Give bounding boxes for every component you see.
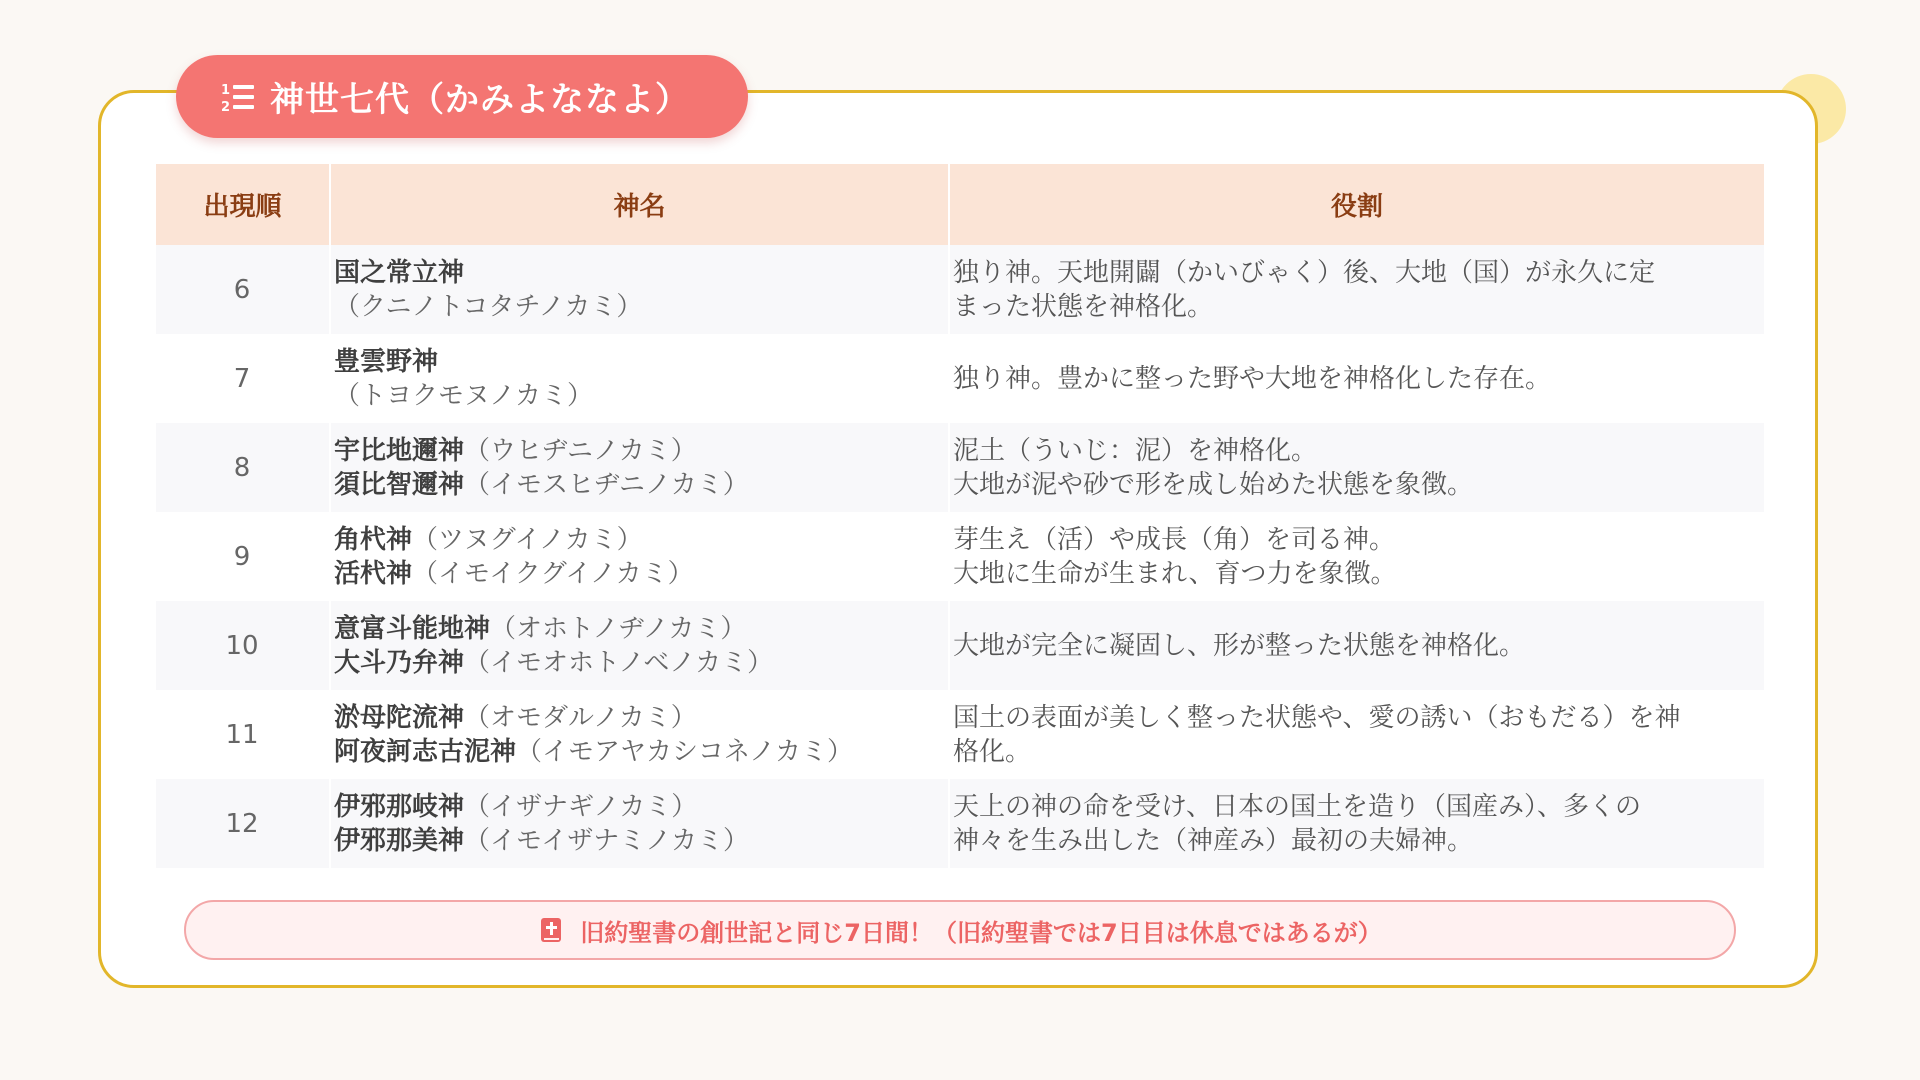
god-reading: （トヨクモヌノカミ） xyxy=(334,380,593,411)
role-cell xyxy=(949,334,1764,423)
god-reading: （イモアヤカシコネノカミ） xyxy=(516,736,853,767)
order-cell: 7 xyxy=(156,334,330,423)
note-text: 旧約聖書の創世記と同じ7日間！（旧約聖書では7日目は休息ではあるが） xyxy=(580,918,1382,947)
god-reading: （ツヌグイノカミ） xyxy=(412,524,643,555)
column-header-name: 神名 xyxy=(330,164,949,245)
god-reading: （イモイクグイノカミ） xyxy=(412,558,694,589)
role-cell xyxy=(949,690,1764,779)
role-text: 格化。 xyxy=(953,736,1032,767)
god-reading: （イザナギノカミ） xyxy=(464,791,698,822)
svg-text:1: 1 xyxy=(221,82,231,98)
role-text: 神々を生み出した（神産み）最初の夫婦神。 xyxy=(953,825,1474,856)
role-cell xyxy=(949,601,1764,690)
god-name: 大斗乃弁神 xyxy=(334,647,465,678)
note-callout xyxy=(184,900,1736,960)
role-text: 大地に生命が生まれ、育つ力を象徴。 xyxy=(953,558,1397,589)
god-name: 国之常立神 xyxy=(334,257,465,288)
god-reading: （イモイザナミノカミ） xyxy=(464,825,749,856)
title-badge xyxy=(176,55,748,138)
name-cell xyxy=(330,601,949,690)
name-cell xyxy=(330,779,949,868)
god-reading: （イモオホトノベノカミ） xyxy=(464,647,774,678)
role-text: 大地が完全に凝固し、形が整った状態を神格化。 xyxy=(953,630,1526,661)
god-name: 活杙神 xyxy=(334,558,413,589)
role-cell xyxy=(949,512,1764,601)
god-name: 阿夜訶志古泥神 xyxy=(334,736,517,767)
god-name: 意富斗能地神 xyxy=(334,613,491,644)
table-row xyxy=(156,601,1764,690)
god-name: 須比智邇神 xyxy=(334,469,465,500)
table-row xyxy=(156,690,1764,779)
god-name: 豊雲野神 xyxy=(334,346,439,377)
name-cell xyxy=(330,512,949,601)
god-reading: （ウヒヂニノカミ） xyxy=(464,435,697,466)
role-text: 国土の表面が美しく整った状態や、愛の誘い（おもだる）を神 xyxy=(953,702,1681,733)
role-text: 独り神。天地開闢（かいびゃく）後、大地（国）が永久に定 xyxy=(953,257,1656,288)
name-cell xyxy=(330,423,949,512)
role-cell xyxy=(949,423,1764,512)
order-cell: 10 xyxy=(156,601,330,690)
table-row xyxy=(156,512,1764,601)
role-text: まった状態を神格化。 xyxy=(953,291,1214,322)
god-reading: （オモダルノカミ） xyxy=(464,702,697,733)
role-cell xyxy=(949,779,1764,868)
table-row xyxy=(156,779,1764,868)
order-cell: 6 xyxy=(156,245,330,334)
role-text: 芽生え（活）や成長（角）を司る神。 xyxy=(953,524,1396,555)
god-name: 伊邪那美神 xyxy=(334,825,465,856)
role-cell xyxy=(949,245,1764,334)
role-text: 大地が泥や砂で形を成し始めた状態を象徴。 xyxy=(953,469,1474,500)
name-cell xyxy=(330,245,949,334)
god-reading: （オホトノヂノカミ） xyxy=(490,613,747,644)
god-name: 宇比地邇神 xyxy=(334,435,465,466)
list-ol-icon xyxy=(220,79,256,115)
name-cell xyxy=(330,334,949,423)
order-cell: 12 xyxy=(156,779,330,868)
god-reading: （イモスヒヂニノカミ） xyxy=(464,469,749,500)
order-cell: 11 xyxy=(156,690,330,779)
role-text: 泥土（ういじ：泥）を神格化。 xyxy=(953,435,1318,466)
god-name: 淤母陀流神 xyxy=(334,702,465,733)
table-row xyxy=(156,245,1764,334)
table-header-row xyxy=(156,164,1764,245)
table-row xyxy=(156,423,1764,512)
table-row xyxy=(156,334,1764,423)
column-header-role: 役割 xyxy=(949,164,1764,245)
svg-text:2: 2 xyxy=(221,99,231,115)
page-title: 神世七代（かみよななよ） xyxy=(270,80,690,120)
god-name: 伊邪那岐神 xyxy=(334,791,465,822)
god-name: 角杙神 xyxy=(334,524,413,555)
god-reading: （クニノトコタチノカミ） xyxy=(334,291,643,322)
bible-icon xyxy=(538,917,564,943)
order-cell: 9 xyxy=(156,512,330,601)
gods-table xyxy=(156,164,1764,868)
role-text: 独り神。豊かに整った野や大地を神格化した存在。 xyxy=(953,363,1552,394)
role-text: 天上の神の命を受け、日本の国土を造り（国産み）、多くの xyxy=(953,791,1641,822)
name-cell xyxy=(330,690,949,779)
column-header-order: 出現順 xyxy=(156,164,330,245)
order-cell: 8 xyxy=(156,423,330,512)
